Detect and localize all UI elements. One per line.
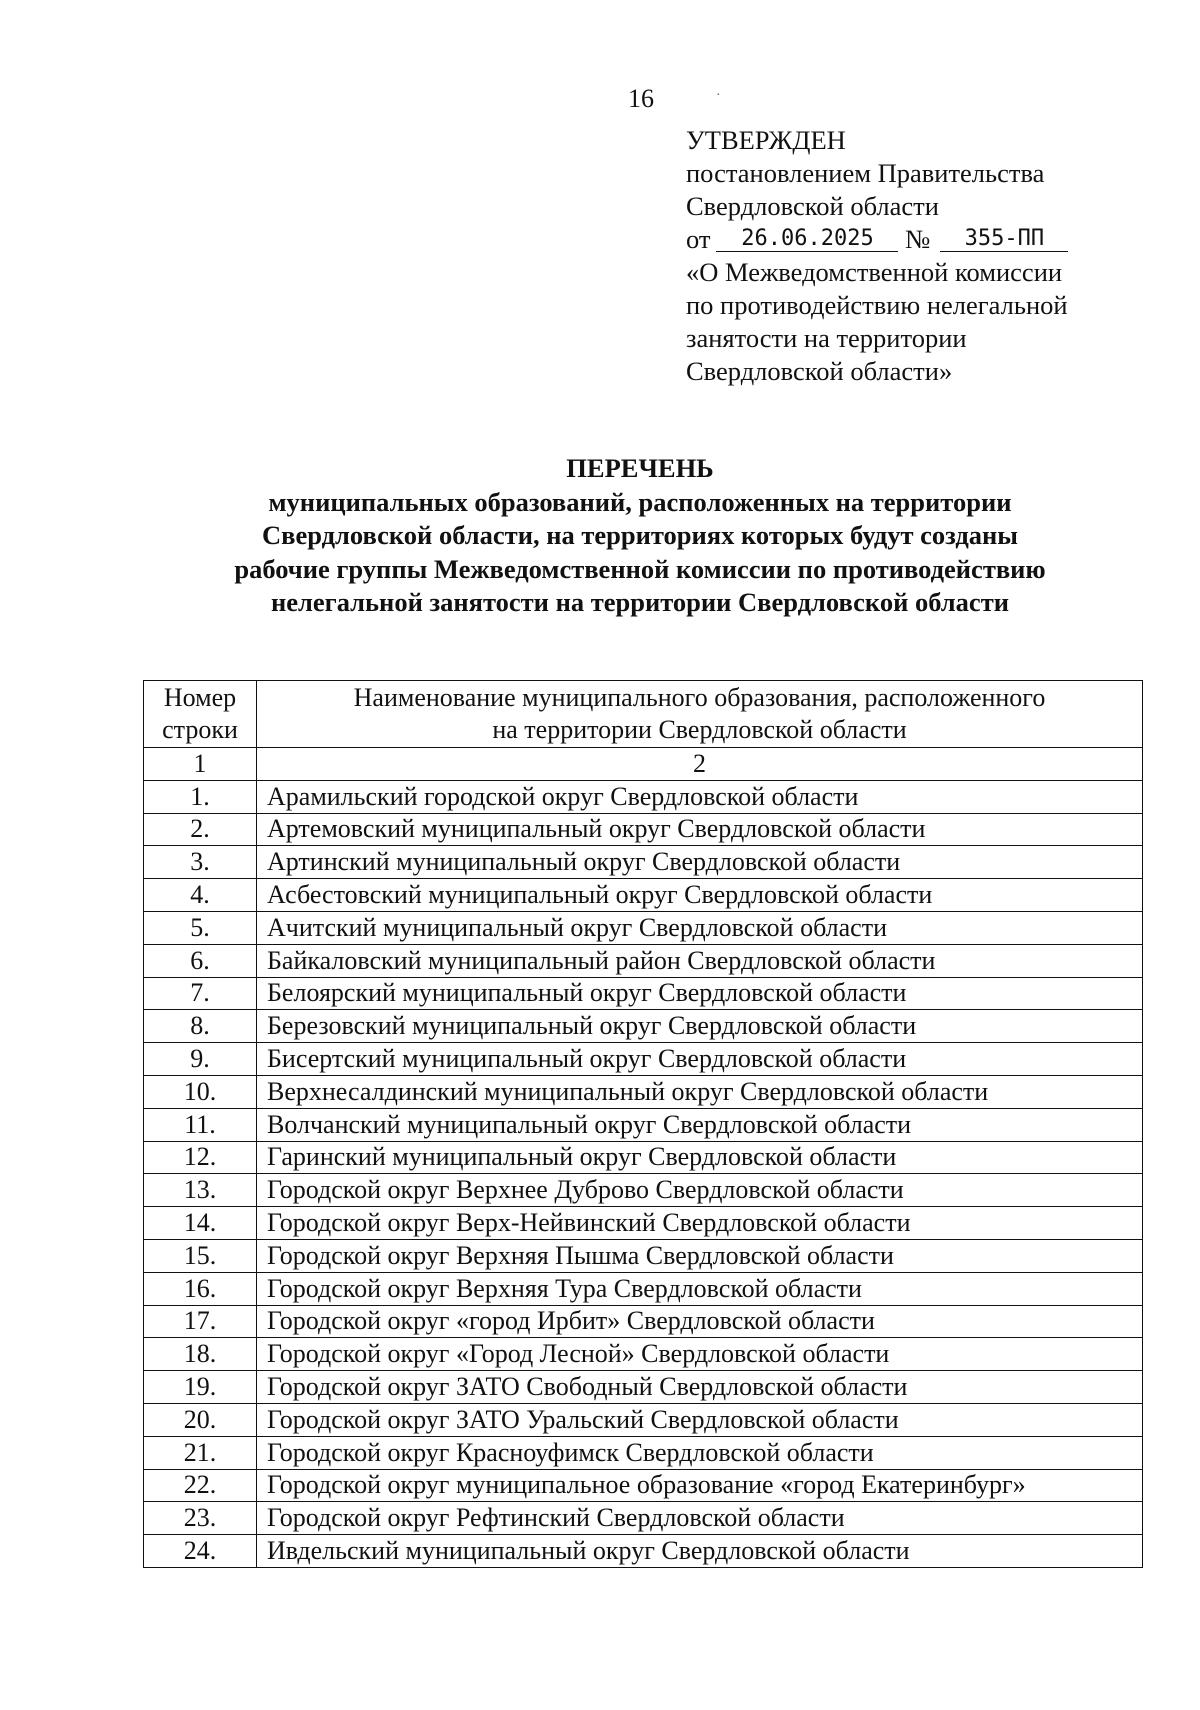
table-row	[144, 1338, 1143, 1371]
municipality-name: Белоярский муниципальный округ Свердловской области	[257, 977, 1143, 1010]
table-row	[144, 1207, 1143, 1240]
municipality-name: Городской округ Верхняя Тура Свердловской области	[257, 1272, 1143, 1305]
approval-date: 26.06.2025	[716, 227, 898, 252]
municipality-name: Байкаловский муниципальный район Свердловской области	[257, 944, 1143, 977]
table-header-row	[144, 681, 1143, 748]
table-row	[144, 1272, 1143, 1305]
row-number: 20.	[144, 1403, 257, 1436]
table-row	[144, 1469, 1143, 1502]
table-row	[144, 1075, 1143, 1108]
municipality-name: Городской округ «Город Лесной» Свердловской области	[257, 1338, 1143, 1371]
row-number: 17.	[144, 1305, 257, 1338]
municipality-name: Городской округ ЗАТО Уральский Свердловской области	[257, 1403, 1143, 1436]
header-num-line: Номер	[163, 683, 237, 712]
column-numbers-row	[144, 748, 1143, 781]
municipality-name: Волчанский муниципальный округ Свердловской области	[257, 1108, 1143, 1141]
table-row	[144, 944, 1143, 977]
municipality-name: Городской округ Рефтинский Свердловской области	[257, 1502, 1143, 1535]
municipality-name: Городской округ Верхняя Пышма Свердловской области	[257, 1239, 1143, 1272]
row-number: 14.	[144, 1207, 257, 1240]
municipality-name: Городской округ муниципальное образование «город Екатеринбург»	[257, 1469, 1143, 1502]
row-number: 4.	[144, 879, 257, 912]
municipality-name: Ивдельский муниципальный округ Свердловской области	[257, 1535, 1143, 1568]
row-number: 1.	[144, 780, 257, 813]
scan-dot: ·	[716, 88, 721, 103]
approval-block	[686, 124, 1156, 388]
municipality-name: Городской округ «город Ирбит» Свердловской области	[257, 1305, 1143, 1338]
municipality-name: Городской округ Красноуфимск Свердловской области	[257, 1436, 1143, 1469]
column-number: 2	[257, 748, 1143, 781]
header-name-line: Наименование муниципального образования, расположенного	[353, 683, 1046, 712]
table-row	[144, 1502, 1143, 1535]
table-row	[144, 780, 1143, 813]
row-number: 18.	[144, 1338, 257, 1371]
approval-subject-line: по противодействию нелегальной	[686, 290, 1068, 320]
title-line: нелегальной занятости на территории Свердловской области	[271, 587, 1009, 617]
approval-date-number	[686, 223, 1156, 256]
page-number: 16	[628, 84, 654, 113]
row-number: 13.	[144, 1174, 257, 1207]
table-row	[144, 911, 1143, 944]
municipality-name: Городской округ Верхнее Дуброво Свердловской области	[257, 1174, 1143, 1207]
table-row	[144, 1535, 1143, 1568]
table-row	[144, 846, 1143, 879]
municipality-name: Артинский муниципальный округ Свердловской области	[257, 846, 1143, 879]
table-row	[144, 977, 1143, 1010]
approval-subject-line: «О Межведомственной комиссии	[686, 257, 1063, 287]
title-line: Свердловской области, на территориях которых будут созданы	[262, 520, 1018, 550]
approval-title: УТВЕРЖДЕН	[686, 125, 846, 155]
approval-line: постановлением Правительства	[686, 158, 1045, 188]
header-num-line: строки	[162, 715, 238, 744]
table-row	[144, 1108, 1143, 1141]
table-row	[144, 1043, 1143, 1076]
table-row	[144, 1436, 1143, 1469]
table-row	[144, 1174, 1143, 1207]
table-row	[144, 813, 1143, 846]
approval-subject-line: Свердловской области»	[686, 356, 953, 386]
header-num-cell	[144, 681, 257, 748]
header-name-line: на территории Свердловской области	[492, 715, 907, 744]
row-number: 19.	[144, 1371, 257, 1404]
title-line: рабочие группы Межведомственной комиссии по противодействию	[234, 553, 1046, 584]
municipality-name: Бисертский муниципальный округ Свердловской области	[257, 1043, 1143, 1076]
municipality-name: Гаринский муниципальный округ Свердловской области	[257, 1141, 1143, 1174]
municipality-name: Артемовский муниципальный округ Свердловской области	[257, 813, 1143, 846]
municipality-name: Арамильский городской округ Свердловской области	[257, 780, 1143, 813]
table-row	[144, 879, 1143, 912]
table-row	[144, 1403, 1143, 1436]
row-number: 9.	[144, 1043, 257, 1076]
approval-number: 355-ПП	[940, 227, 1068, 252]
table-row	[144, 1305, 1143, 1338]
municipality-name: Городской округ Верх-Нейвинский Свердловской области	[257, 1207, 1143, 1240]
row-number: 23.	[144, 1502, 257, 1535]
row-number: 8.	[144, 1010, 257, 1043]
document-title	[150, 452, 1130, 620]
header-name-cell	[257, 681, 1143, 748]
row-number: 12.	[144, 1141, 257, 1174]
table-row	[144, 1010, 1143, 1043]
table-row	[144, 1239, 1143, 1272]
table-row	[144, 1141, 1143, 1174]
row-number: 16.	[144, 1272, 257, 1305]
row-number: 24.	[144, 1535, 257, 1568]
column-number: 1	[144, 748, 257, 781]
row-number: 21.	[144, 1436, 257, 1469]
row-number: 2.	[144, 813, 257, 846]
row-number: 7.	[144, 977, 257, 1010]
table-row	[144, 1371, 1143, 1404]
row-number: 5.	[144, 911, 257, 944]
number-prefix: №	[905, 224, 931, 254]
municipality-name: Ачитский муниципальный округ Свердловской области	[257, 911, 1143, 944]
row-number: 3.	[144, 846, 257, 879]
row-number: 6.	[144, 944, 257, 977]
municipality-name: Верхнесалдинский муниципальный округ Свердловской области	[257, 1075, 1143, 1108]
date-prefix: от	[686, 224, 711, 254]
approval-subject-line: занятости на территории	[686, 323, 967, 353]
title-line: муниципальных образований, расположенных на территории	[268, 486, 1012, 517]
row-number: 22.	[144, 1469, 257, 1502]
municipality-name: Березовский муниципальный округ Свердловской области	[257, 1010, 1143, 1043]
approval-line: Свердловской области	[686, 191, 939, 221]
municipality-name: Городской округ ЗАТО Свободный Свердловской области	[257, 1371, 1143, 1404]
row-number: 11.	[144, 1108, 257, 1141]
title-heading: ПЕРЕЧЕНЬ	[566, 453, 714, 483]
municipality-name: Асбестовский муниципальный округ Свердловской области	[257, 879, 1143, 912]
row-number: 15.	[144, 1239, 257, 1272]
row-number: 10.	[144, 1075, 257, 1108]
municipalities-table	[143, 680, 1143, 1568]
